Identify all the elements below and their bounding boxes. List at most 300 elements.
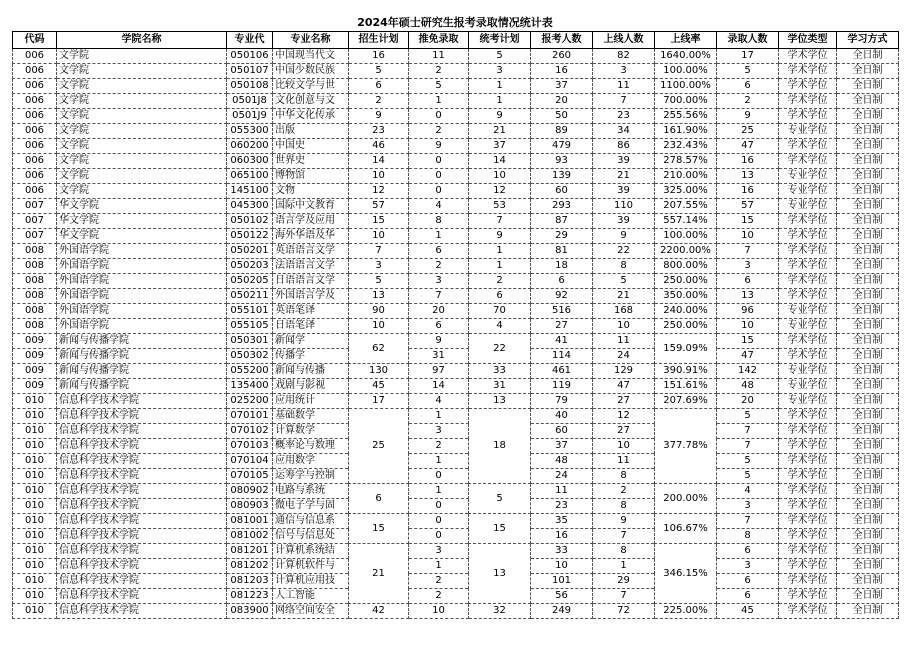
college-name-cell: 华文学院	[57, 229, 227, 244]
major-code-cell: 070102	[227, 424, 273, 439]
exempt-admitted-cell: 4	[409, 394, 469, 409]
admitted-count-cell: 47	[717, 139, 779, 154]
exam-plan-cell: 4	[469, 319, 531, 334]
college-code-cell: 010	[13, 604, 57, 619]
degree-type-cell: 学术学位	[779, 109, 837, 124]
college-code-cell: 006	[13, 139, 57, 154]
applicant-count-cell: 40	[531, 409, 593, 424]
pass-rate-cell: 390.91%	[655, 364, 717, 379]
major-code-cell: 135400	[227, 379, 273, 394]
pass-rate-cell: 100.00%	[655, 64, 717, 79]
pass-rate-cell: 250.00%	[655, 319, 717, 334]
college-name-cell: 华文学院	[57, 214, 227, 229]
pass-rate-cell: 200.00%	[655, 484, 717, 514]
enrollment-plan-cell: 9	[349, 109, 409, 124]
passed-count-cell: 39	[593, 214, 655, 229]
degree-type-cell: 学术学位	[779, 604, 837, 619]
exempt-admitted-cell: 14	[409, 379, 469, 394]
enrollment-plan-cell: 21	[349, 544, 409, 604]
study-mode-cell: 全日制	[837, 469, 899, 484]
admitted-count-cell: 6	[717, 79, 779, 94]
college-code-cell: 010	[13, 439, 57, 454]
enrollment-plan-cell: 15	[349, 514, 409, 544]
passed-count-cell: 12	[593, 409, 655, 424]
degree-type-cell: 学术学位	[779, 514, 837, 529]
pass-rate-cell: 557.14%	[655, 214, 717, 229]
college-name-cell: 新闻与传播学院	[57, 364, 227, 379]
exam-plan-cell: 5	[469, 49, 531, 64]
admitted-count-cell: 5	[717, 64, 779, 79]
exempt-admitted-cell: 97	[409, 364, 469, 379]
exam-plan-cell: 18	[469, 409, 531, 484]
enrollment-plan-cell: 42	[349, 604, 409, 619]
column-header: 上线人数	[593, 32, 655, 49]
college-code-cell: 010	[13, 454, 57, 469]
college-name-cell: 外国语学院	[57, 274, 227, 289]
college-name-cell: 文学院	[57, 124, 227, 139]
exempt-admitted-cell: 0	[409, 469, 469, 484]
admitted-count-cell: 5	[717, 469, 779, 484]
degree-type-cell: 学术学位	[779, 499, 837, 514]
major-code-cell: 050108	[227, 79, 273, 94]
applicant-count-cell: 23	[531, 499, 593, 514]
table-row	[13, 574, 899, 589]
enrollment-plan-cell: 3	[349, 259, 409, 274]
degree-type-cell: 学术学位	[779, 94, 837, 109]
major-name-cell: 海外华语及华	[273, 229, 349, 244]
table-row	[13, 244, 899, 259]
college-code-cell: 009	[13, 379, 57, 394]
pass-rate-cell: 250.00%	[655, 274, 717, 289]
major-name-cell: 应用数学	[273, 454, 349, 469]
enrollment-plan-cell: 10	[349, 319, 409, 334]
admitted-count-cell: 10	[717, 319, 779, 334]
degree-type-cell: 学术学位	[779, 454, 837, 469]
passed-count-cell: 129	[593, 364, 655, 379]
admitted-count-cell: 13	[717, 289, 779, 304]
college-code-cell: 010	[13, 499, 57, 514]
study-mode-cell: 全日制	[837, 349, 899, 364]
major-code-cell: 081203	[227, 574, 273, 589]
major-code-cell: 070105	[227, 469, 273, 484]
passed-count-cell: 21	[593, 289, 655, 304]
admitted-count-cell: 25	[717, 124, 779, 139]
major-code-cell: 081223	[227, 589, 273, 604]
college-code-cell: 010	[13, 469, 57, 484]
table-row	[13, 49, 899, 64]
major-code-cell: 055105	[227, 319, 273, 334]
college-code-cell: 007	[13, 229, 57, 244]
college-code-cell: 008	[13, 244, 57, 259]
college-code-cell: 009	[13, 364, 57, 379]
study-mode-cell: 全日制	[837, 379, 899, 394]
applicant-count-cell: 35	[531, 514, 593, 529]
enrollment-plan-cell: 62	[349, 334, 409, 364]
admitted-count-cell: 15	[717, 334, 779, 349]
exempt-admitted-cell: 2	[409, 589, 469, 604]
pass-rate-cell: 100.00%	[655, 229, 717, 244]
passed-count-cell: 7	[593, 529, 655, 544]
college-code-cell: 006	[13, 64, 57, 79]
enrollment-plan-cell: 5	[349, 274, 409, 289]
pass-rate-cell: 225.00%	[655, 604, 717, 619]
major-name-cell: 日语语言文学	[273, 274, 349, 289]
applicant-count-cell: 48	[531, 454, 593, 469]
admitted-count-cell: 16	[717, 154, 779, 169]
major-name-cell: 英语笔译	[273, 304, 349, 319]
college-name-cell: 信息科学技术学院	[57, 604, 227, 619]
degree-type-cell: 专业学位	[779, 199, 837, 214]
study-mode-cell: 全日制	[837, 259, 899, 274]
exempt-admitted-cell: 0	[409, 154, 469, 169]
major-code-cell: 050106	[227, 49, 273, 64]
exam-plan-cell: 10	[469, 169, 531, 184]
study-mode-cell: 全日制	[837, 79, 899, 94]
study-mode-cell: 全日制	[837, 229, 899, 244]
major-name-cell: 国际中文教育	[273, 199, 349, 214]
admitted-count-cell: 17	[717, 49, 779, 64]
applicant-count-cell: 60	[531, 184, 593, 199]
column-header: 学位类型	[779, 32, 837, 49]
admitted-count-cell: 8	[717, 529, 779, 544]
passed-count-cell: 10	[593, 319, 655, 334]
degree-type-cell: 学术学位	[779, 529, 837, 544]
table-row	[13, 484, 899, 499]
degree-type-cell: 专业学位	[779, 394, 837, 409]
exempt-admitted-cell: 1	[409, 94, 469, 109]
major-code-cell: 081202	[227, 559, 273, 574]
pass-rate-cell: 325.00%	[655, 184, 717, 199]
column-header: 代码	[13, 32, 57, 49]
admitted-count-cell: 3	[717, 259, 779, 274]
exempt-admitted-cell: 2	[409, 259, 469, 274]
column-header: 录取人数	[717, 32, 779, 49]
admitted-count-cell: 16	[717, 184, 779, 199]
exam-plan-cell: 12	[469, 184, 531, 199]
table-row	[13, 394, 899, 409]
enrollment-plan-cell: 6	[349, 484, 409, 514]
applicant-count-cell: 37	[531, 439, 593, 454]
applicant-count-cell: 461	[531, 364, 593, 379]
study-mode-cell: 全日制	[837, 319, 899, 334]
exempt-admitted-cell: 11	[409, 49, 469, 64]
admitted-count-cell: 3	[717, 559, 779, 574]
college-name-cell: 文学院	[57, 79, 227, 94]
study-mode-cell: 全日制	[837, 334, 899, 349]
table-row	[13, 94, 899, 109]
applicant-count-cell: 16	[531, 64, 593, 79]
exempt-admitted-cell: 2	[409, 124, 469, 139]
degree-type-cell: 学术学位	[779, 289, 837, 304]
admitted-count-cell: 9	[717, 109, 779, 124]
major-name-cell: 微电子学与固	[273, 499, 349, 514]
applicant-count-cell: 79	[531, 394, 593, 409]
major-code-cell: 050122	[227, 229, 273, 244]
degree-type-cell: 学术学位	[779, 409, 837, 424]
study-mode-cell: 全日制	[837, 514, 899, 529]
study-mode-cell: 全日制	[837, 289, 899, 304]
table-row	[13, 364, 899, 379]
exam-plan-cell: 14	[469, 154, 531, 169]
college-name-cell: 信息科学技术学院	[57, 469, 227, 484]
passed-count-cell: 8	[593, 544, 655, 559]
major-code-cell: 0501J8	[227, 94, 273, 109]
major-code-cell: 050203	[227, 259, 273, 274]
college-code-cell: 010	[13, 484, 57, 499]
passed-count-cell: 39	[593, 154, 655, 169]
applicant-count-cell: 60	[531, 424, 593, 439]
applicant-count-cell: 24	[531, 469, 593, 484]
exempt-admitted-cell: 6	[409, 319, 469, 334]
admitted-count-cell: 47	[717, 349, 779, 364]
exempt-admitted-cell: 0	[409, 529, 469, 544]
study-mode-cell: 全日制	[837, 409, 899, 424]
exam-plan-cell: 22	[469, 334, 531, 364]
major-name-cell: 计算机软件与	[273, 559, 349, 574]
degree-type-cell: 学术学位	[779, 484, 837, 499]
study-mode-cell: 全日制	[837, 589, 899, 604]
enrollment-plan-cell: 45	[349, 379, 409, 394]
column-header: 专业代	[227, 32, 273, 49]
exam-plan-cell: 1	[469, 94, 531, 109]
exempt-admitted-cell: 3	[409, 274, 469, 289]
pass-rate-cell: 1100.00%	[655, 79, 717, 94]
enrollment-plan-cell: 2	[349, 94, 409, 109]
degree-type-cell: 专业学位	[779, 124, 837, 139]
major-name-cell: 传播学	[273, 349, 349, 364]
enrollment-plan-cell: 12	[349, 184, 409, 199]
enrollment-plan-cell: 5	[349, 64, 409, 79]
study-mode-cell: 全日制	[837, 124, 899, 139]
major-code-cell: 070101	[227, 409, 273, 424]
exam-plan-cell: 1	[469, 244, 531, 259]
college-name-cell: 文学院	[57, 64, 227, 79]
table-row	[13, 214, 899, 229]
applicant-count-cell: 10	[531, 559, 593, 574]
college-code-cell: 010	[13, 424, 57, 439]
applicant-count-cell: 139	[531, 169, 593, 184]
admitted-count-cell: 7	[717, 514, 779, 529]
pass-rate-cell: 151.61%	[655, 379, 717, 394]
admitted-count-cell: 3	[717, 499, 779, 514]
major-code-cell: 050301	[227, 334, 273, 349]
college-name-cell: 文学院	[57, 184, 227, 199]
college-code-cell: 006	[13, 169, 57, 184]
college-name-cell: 信息科学技术学院	[57, 484, 227, 499]
table-row	[13, 499, 899, 514]
applicant-count-cell: 119	[531, 379, 593, 394]
applicant-count-cell: 20	[531, 94, 593, 109]
exempt-admitted-cell: 0	[409, 184, 469, 199]
applicant-count-cell: 56	[531, 589, 593, 604]
study-mode-cell: 全日制	[837, 94, 899, 109]
admitted-count-cell: 7	[717, 439, 779, 454]
applicant-count-cell: 18	[531, 259, 593, 274]
study-mode-cell: 全日制	[837, 304, 899, 319]
college-code-cell: 010	[13, 589, 57, 604]
exempt-admitted-cell: 2	[409, 574, 469, 589]
table-row	[13, 154, 899, 169]
exempt-admitted-cell: 0	[409, 169, 469, 184]
major-name-cell: 基础数学	[273, 409, 349, 424]
college-name-cell: 信息科学技术学院	[57, 424, 227, 439]
college-code-cell: 008	[13, 274, 57, 289]
college-code-cell: 006	[13, 154, 57, 169]
admitted-count-cell: 15	[717, 214, 779, 229]
degree-type-cell: 学术学位	[779, 259, 837, 274]
major-name-cell: 日语笔译	[273, 319, 349, 334]
exam-plan-cell: 1	[469, 259, 531, 274]
major-name-cell: 新闻与传播	[273, 364, 349, 379]
admitted-count-cell: 6	[717, 544, 779, 559]
table-row	[13, 139, 899, 154]
exempt-admitted-cell: 0	[409, 514, 469, 529]
applicant-count-cell: 249	[531, 604, 593, 619]
major-code-cell: 081201	[227, 544, 273, 559]
exempt-admitted-cell: 1	[409, 409, 469, 424]
study-mode-cell: 全日制	[837, 499, 899, 514]
college-code-cell: 010	[13, 544, 57, 559]
passed-count-cell: 34	[593, 124, 655, 139]
passed-count-cell: 11	[593, 454, 655, 469]
table-row	[13, 409, 899, 424]
exempt-admitted-cell: 1	[409, 484, 469, 499]
table-row	[13, 304, 899, 319]
major-name-cell: 出版	[273, 124, 349, 139]
table-row	[13, 334, 899, 349]
enrollment-plan-cell: 10	[349, 169, 409, 184]
college-code-cell: 008	[13, 319, 57, 334]
exempt-admitted-cell: 3	[409, 544, 469, 559]
statistics-table	[12, 31, 899, 619]
exam-plan-cell: 5	[469, 484, 531, 514]
college-name-cell: 新闻与传播学院	[57, 379, 227, 394]
study-mode-cell: 全日制	[837, 244, 899, 259]
degree-type-cell: 学术学位	[779, 154, 837, 169]
exempt-admitted-cell: 2	[409, 64, 469, 79]
college-name-cell: 文学院	[57, 154, 227, 169]
study-mode-cell: 全日制	[837, 454, 899, 469]
pass-rate-cell: 700.00%	[655, 94, 717, 109]
college-name-cell: 外国语学院	[57, 289, 227, 304]
report-title: 2024年硕士研究生报考录取情况统计表	[357, 16, 553, 29]
exam-plan-cell: 15	[469, 514, 531, 544]
applicant-count-cell: 260	[531, 49, 593, 64]
enrollment-plan-cell: 90	[349, 304, 409, 319]
major-code-cell: 060200	[227, 139, 273, 154]
enrollment-plan-cell: 15	[349, 214, 409, 229]
study-mode-cell: 全日制	[837, 64, 899, 79]
passed-count-cell: 8	[593, 499, 655, 514]
enrollment-plan-cell: 16	[349, 49, 409, 64]
exempt-admitted-cell: 9	[409, 139, 469, 154]
major-name-cell: 应用统计	[273, 394, 349, 409]
enrollment-plan-cell: 13	[349, 289, 409, 304]
study-mode-cell: 全日制	[837, 274, 899, 289]
college-code-cell: 009	[13, 349, 57, 364]
column-header: 报考人数	[531, 32, 593, 49]
pass-rate-cell: 278.57%	[655, 154, 717, 169]
passed-count-cell: 2	[593, 484, 655, 499]
study-mode-cell: 全日制	[837, 544, 899, 559]
college-code-cell: 006	[13, 49, 57, 64]
passed-count-cell: 8	[593, 469, 655, 484]
college-name-cell: 外国语学院	[57, 259, 227, 274]
college-code-cell: 007	[13, 214, 57, 229]
pass-rate-cell: 159.09%	[655, 334, 717, 364]
degree-type-cell: 学术学位	[779, 559, 837, 574]
applicant-count-cell: 16	[531, 529, 593, 544]
pass-rate-cell: 210.00%	[655, 169, 717, 184]
column-header: 上线率	[655, 32, 717, 49]
college-name-cell: 文学院	[57, 169, 227, 184]
major-name-cell: 人工智能	[273, 589, 349, 604]
exempt-admitted-cell: 5	[409, 79, 469, 94]
table-row	[13, 454, 899, 469]
column-header: 学习方式	[837, 32, 899, 49]
exam-plan-cell: 1	[469, 79, 531, 94]
major-name-cell: 计算机系统结	[273, 544, 349, 559]
degree-type-cell: 学术学位	[779, 574, 837, 589]
exam-plan-cell: 9	[469, 109, 531, 124]
passed-count-cell: 8	[593, 259, 655, 274]
enrollment-plan-cell: 46	[349, 139, 409, 154]
major-code-cell: 055200	[227, 364, 273, 379]
enrollment-plan-cell: 130	[349, 364, 409, 379]
degree-type-cell: 专业学位	[779, 184, 837, 199]
college-code-cell: 008	[13, 304, 57, 319]
applicant-count-cell: 93	[531, 154, 593, 169]
applicant-count-cell: 89	[531, 124, 593, 139]
study-mode-cell: 全日制	[837, 574, 899, 589]
exam-plan-cell: 53	[469, 199, 531, 214]
major-name-cell: 信号与信息处	[273, 529, 349, 544]
college-code-cell: 010	[13, 559, 57, 574]
college-name-cell: 信息科学技术学院	[57, 574, 227, 589]
pass-rate-cell: 1640.00%	[655, 49, 717, 64]
passed-count-cell: 27	[593, 394, 655, 409]
applicant-count-cell: 479	[531, 139, 593, 154]
exam-plan-cell: 70	[469, 304, 531, 319]
admitted-count-cell: 48	[717, 379, 779, 394]
exam-plan-cell: 2	[469, 274, 531, 289]
major-code-cell: 081002	[227, 529, 273, 544]
college-name-cell: 外国语学院	[57, 319, 227, 334]
exam-plan-cell: 21	[469, 124, 531, 139]
college-name-cell: 信息科学技术学院	[57, 394, 227, 409]
exam-plan-cell: 31	[469, 379, 531, 394]
table-row	[13, 379, 899, 394]
table-row	[13, 439, 899, 454]
table-row	[13, 289, 899, 304]
college-code-cell: 006	[13, 184, 57, 199]
admitted-count-cell: 2	[717, 94, 779, 109]
study-mode-cell: 全日制	[837, 604, 899, 619]
college-code-cell: 006	[13, 124, 57, 139]
pass-rate-cell: 106.67%	[655, 514, 717, 544]
major-name-cell: 法语语言文学	[273, 259, 349, 274]
passed-count-cell: 24	[593, 349, 655, 364]
table-row	[13, 559, 899, 574]
major-code-cell: 083900	[227, 604, 273, 619]
exam-plan-cell: 32	[469, 604, 531, 619]
exam-plan-cell: 6	[469, 289, 531, 304]
study-mode-cell: 全日制	[837, 214, 899, 229]
column-header: 学院名称	[57, 32, 227, 49]
enrollment-plan-cell: 17	[349, 394, 409, 409]
major-code-cell: 055101	[227, 304, 273, 319]
passed-count-cell: 82	[593, 49, 655, 64]
